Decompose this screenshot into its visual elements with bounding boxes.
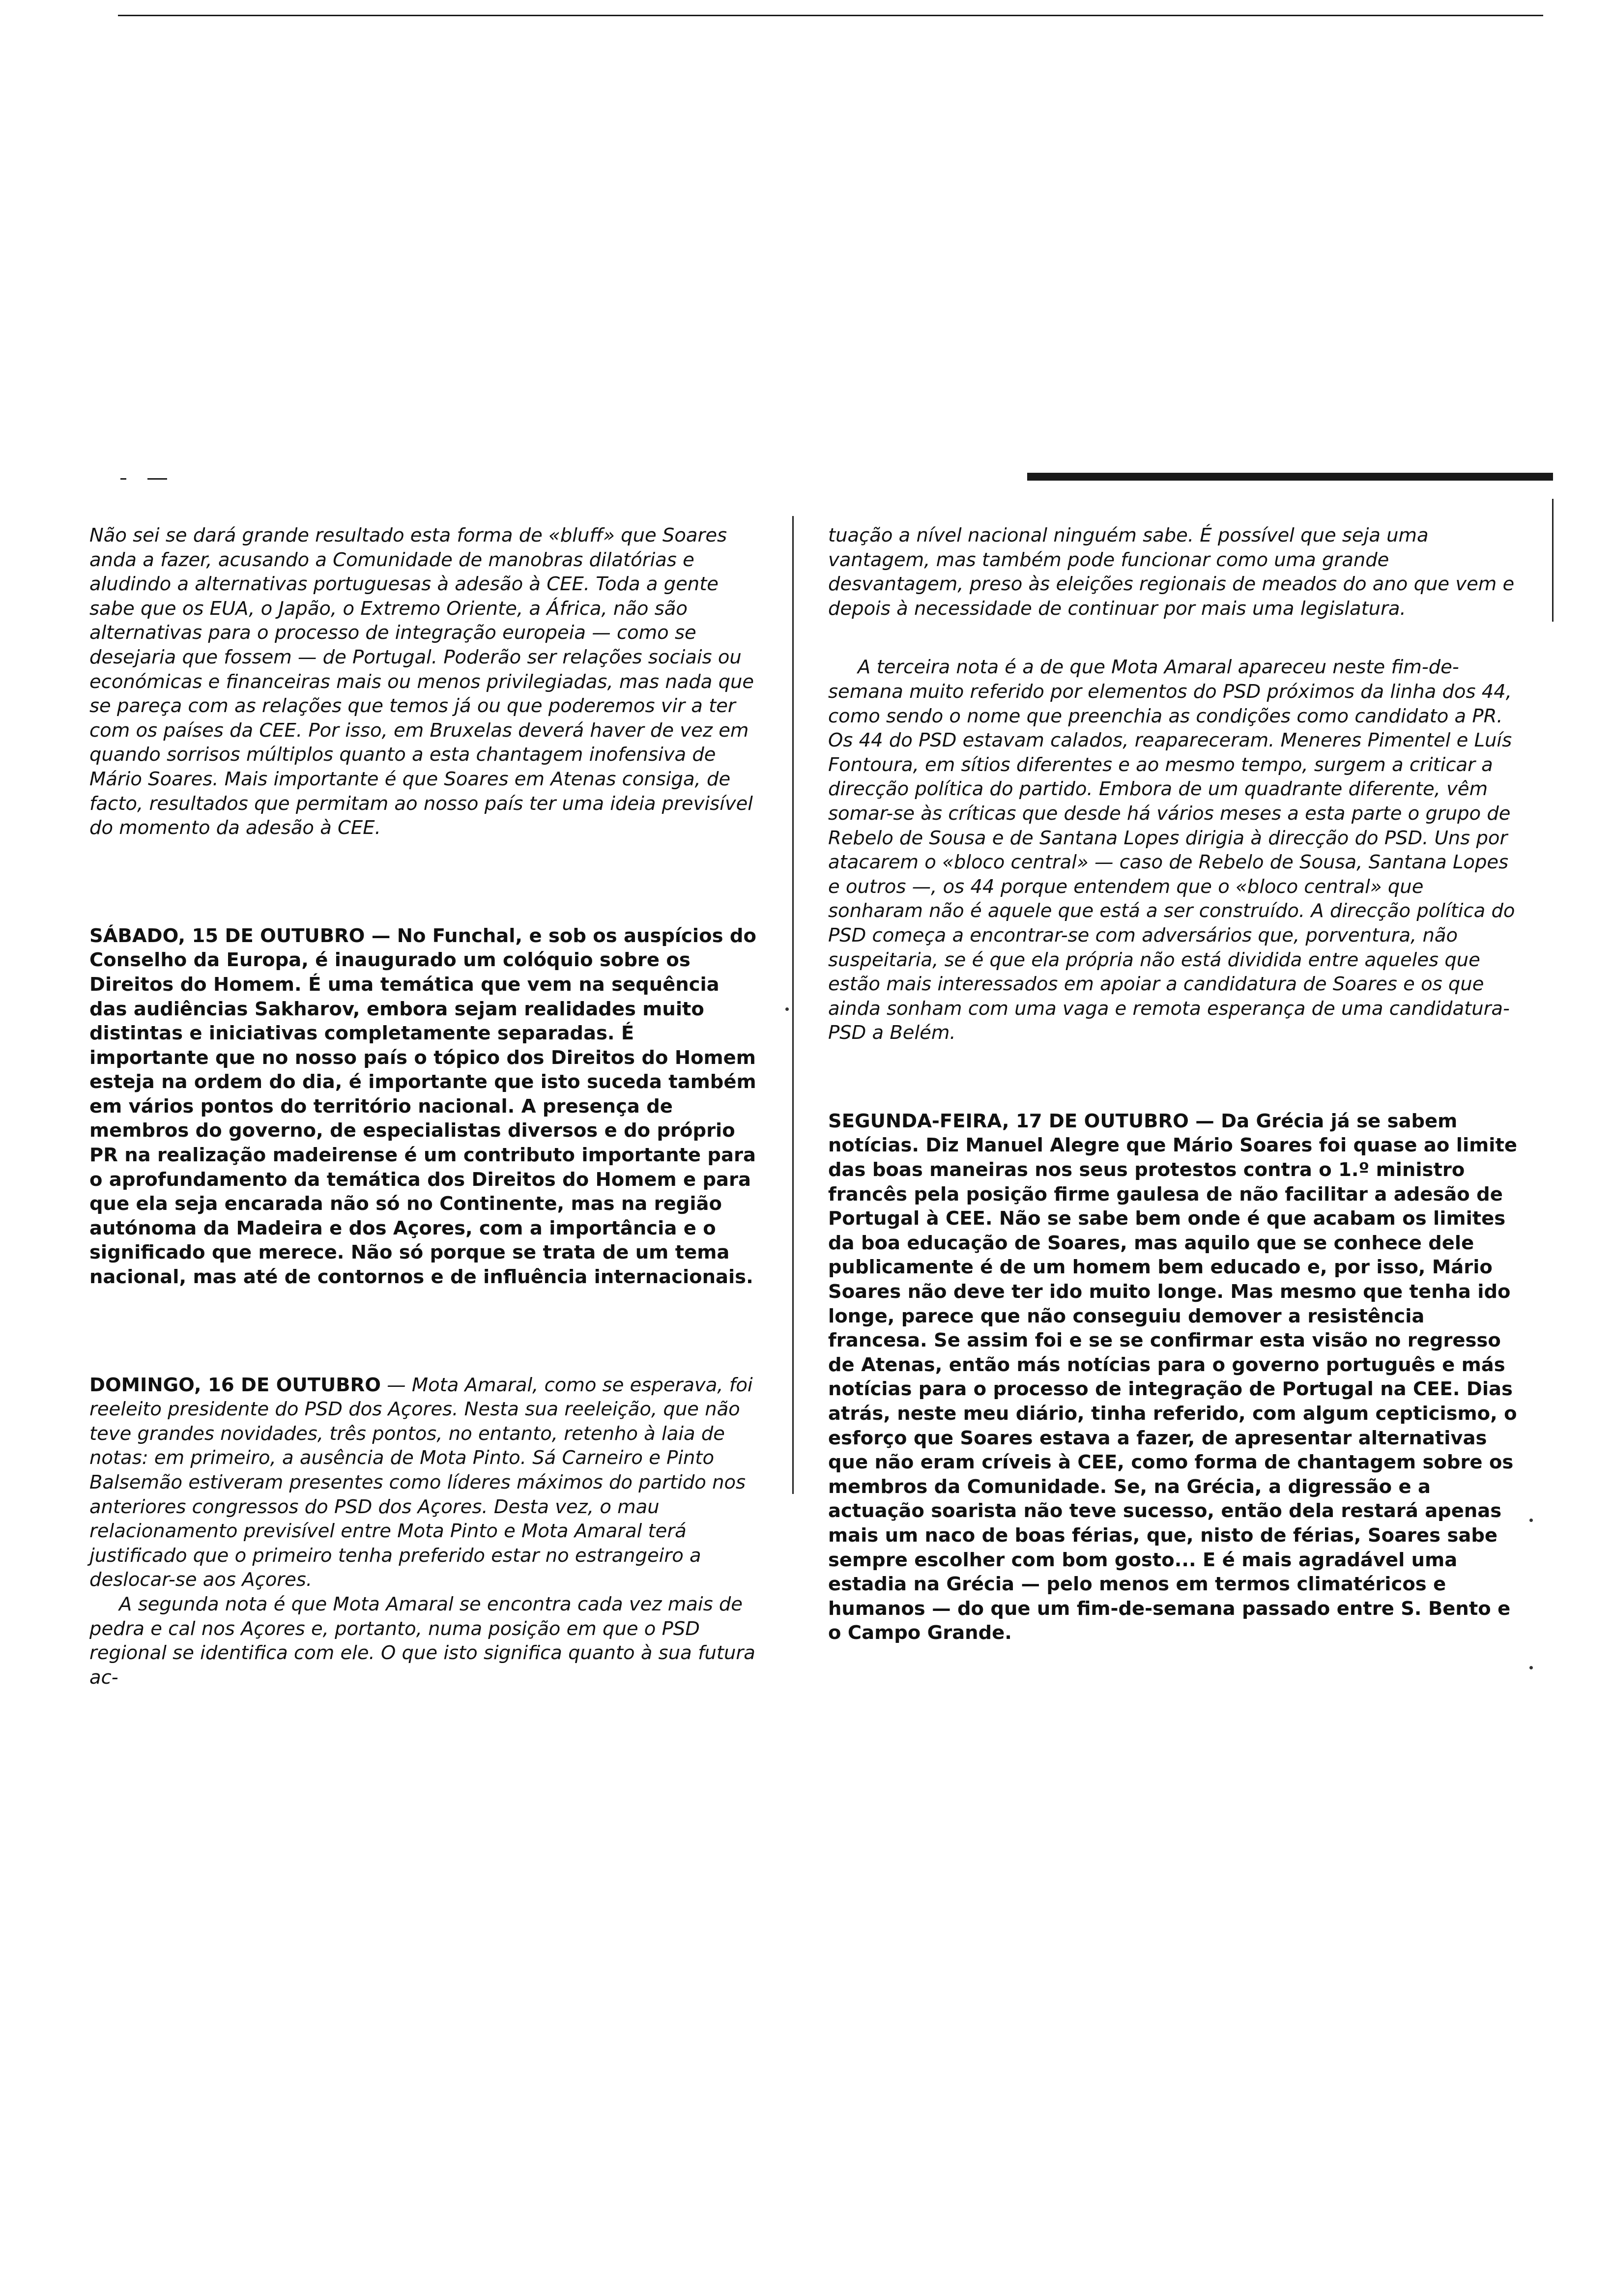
entry-heading: DOMINGO, 16 DE OUTUBRO bbox=[89, 1374, 381, 1396]
entry-text: — Mota Amaral, como se esperava, foi reeleito presidente do PSD dos Açores. Nesta sua reeleição, que não teve grandes novidades, três pontos, no entanto, retenho à laia de notas: em primeiro, a ausência de Mota Pinto. Sá Carneiro e Pinto Balsemão estiveram presentes como líderes máximos do partido nos anteriores congressos do PSD dos Açores. Desta vez, o mau relacionamento previsível entre Mota Pinto e Mota Amaral terá justificado que o primeiro tenha preferido estar no estrangeiro a deslocar-se aos Açores. bbox=[89, 1374, 753, 1591]
paragraph-bluff: Não sei se dará grande resultado esta forma de «bluff» que Soares anda a fazer, acusando a Comunidade de manobras dilatórias e aludindo a alternativas portuguesas à adesão à CEE. Toda a gente sabe que os EUA, o Japão, o Extremo Oriente, a África, não são alternativas para o processo de integração europeia — como se desejaria que fossem — de Portugal. Poderão ser relações sociais ou económicas e financeiras mais ou menos privilegiadas, mas nada que se pareça com as relações que temos já ou que poderemos vir a ter com os países da CEE. Por isso, em Bruxelas deverá haver de vez em quando sorrisos múltiplos quanto a esta chantagem inofensiva de Mário Soares. Mais importante é que Soares em Atenas consiga, de facto, resultados que permitam ao nosso país ter uma ideia previsível do momento da adesão à CEE. bbox=[89, 524, 754, 839]
right-margin-mark bbox=[1552, 499, 1554, 622]
diary-entry-segunda bbox=[828, 1109, 1524, 1645]
paragraph-terceira-nota: A terceira nota é a de que Mota Amaral apareceu neste fim-de-semana muito referido por elementos do PSD próximos da linha dos 44, como sendo o nome que preenchia as condições como candidato a PR. Os 44 do PSD estavam calados, reapareceram. Meneres Pimentel e Luís Fontoura, em sítios diferentes e ao mesmo tempo, surgem a criticar a direcção política do partido. Embora de um quadrante diferente, vêm somar-se às críticas que desde há vários meses a esta parte o grupo de Rebelo de Sousa e de Santana Lopes dirigia à direcção do PSD. Uns por atacarem o «bloco central» — caso de Rebelo de Sousa, Santana Lopes e outros —, os 44 porque entendem que o «bloco central» que sonharam não é aquele que está a ser construído. A direcção política do PSD começa a encontrar-se com adversários que, porventura, não suspeitaria, se é que ela própria não está dividida entre aqueles que estão mais interessados em apoiar a candidatura de Soares e os que ainda sonham com uma vaga e remota esperança de uma candidatura-PSD a Belém. bbox=[828, 656, 1515, 1044]
header-dash bbox=[120, 478, 126, 480]
diary-entry-domingo bbox=[89, 1373, 758, 1592]
scan-speck bbox=[785, 1007, 789, 1011]
header-dash bbox=[147, 478, 167, 480]
entry-text: — No Funchal, e sob os auspícios do Conselho da Europa, é inaugurado um colóquio sobre os Direitos do Homem. É uma temática que vem na sequência das audiências Sakharov, embora sejam realidades muito distintas e iniciativas completamente separadas. É importante que no nosso país o tópico dos Direitos do Homem esteja na ordem do dia, é importante que isto suceda também em vários pontos do território nacional. A presença de membros do governo, de especialistas diversos e do próprio PR na realização madeirense é um contributo importante para o aprofundamento da temática dos Direitos do Homem e para que ela seja encarada não só no Continente, mas na região autónoma da Madeira e dos Açores, com a importância e o significado que merece. Não só porque se trata de um tema nacional, mas até de contornos e de influência internacionais. bbox=[89, 924, 756, 1289]
top-rule bbox=[118, 15, 1543, 16]
paragraph-continuation: tuação a nível nacional ninguém sabe. É possível que seja uma vantagem, mas também pode funcionar como uma grande desvantagem, preso às eleições regionais de meados do ano que vem e depois à necessidade de continuar por mais uma legislatura. bbox=[828, 524, 1515, 620]
header-bar bbox=[1027, 473, 1553, 481]
entry-heading: SÁBADO, 15 DE OUTUBRO bbox=[89, 924, 365, 947]
paragraph-segunda-nota: A segunda nota é que Mota Amaral se encontra cada vez mais de pedra e cal nos Açores e, portanto, numa posição em que o PSD regional se identifica com ele. O que isto significa quanto à sua futura ac- bbox=[89, 1593, 755, 1689]
entry-heading: SEGUNDA-FEIRA, 17 DE OUTUBRO bbox=[828, 1110, 1189, 1132]
scan-speck bbox=[1529, 1666, 1533, 1669]
entry-text: — Da Grécia já se sabem notícias. Diz Manuel Alegre que Mário Soares foi quase ao limite das boas maneiras nos seus protestos contra o 1.º ministro francês pela posição firme gaulesa de não facilitar a adesão de Portugal à CEE. Não se sabe bem onde é que acabam os limites da boa educação de Soares, mas aquilo que se conhece dele publicamente é de um homem bem educado e, por isso, Mário Soares não deve ter ido muito longe. Mas mesmo que tenha ido longe, parece que não conseguiu demover a resistência francesa. Se assim foi e se se confirmar esta visão no regresso de Atenas, então más notícias para o governo português e más notícias para o processo de integração de Portugal na CEE. Dias atrás, neste meu diário, tinha referido, com algum cepticismo, o esforço que Soares estava a fazer, de apresentar alternativas que não eram críveis à CEE, como forma de chantagem sobre os membros da Comunidade. Se, na Grécia, a digressão e a actuação soarista não teve sucesso, então dela restará apenas mais um naco de boas férias, que, nisto de férias, Soares sabe sempre escolher com bom gosto... E é mais agradável uma estadia na Grécia — pelo menos em termos climatéricos e humanos — do que um fim-de-semana passado entre S. Bento e o Campo Grande. bbox=[828, 1110, 1517, 1644]
right-column bbox=[828, 523, 1524, 1645]
diary-entry-sabado bbox=[89, 924, 758, 1290]
left-column bbox=[89, 523, 758, 1690]
column-divider bbox=[792, 516, 794, 1494]
scan-speck bbox=[1529, 1519, 1533, 1522]
